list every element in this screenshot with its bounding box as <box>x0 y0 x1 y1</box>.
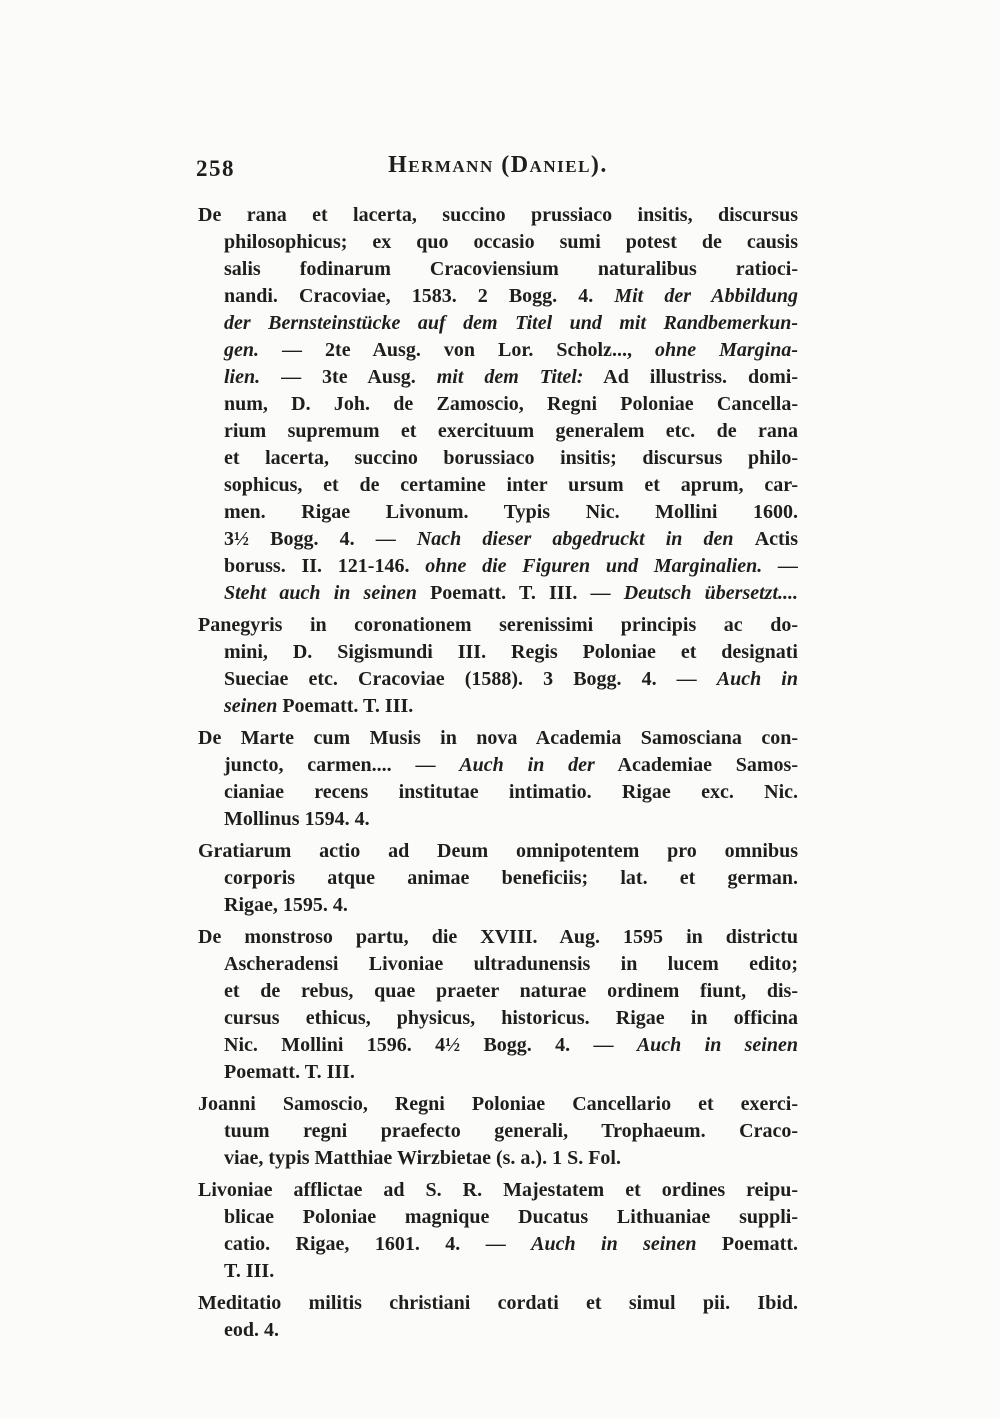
roman-text: Poematt. T. III. <box>277 695 414 717</box>
roman-text: men. Rigae Livonum. Typis Nic. Mollini 1600. <box>224 501 798 523</box>
roman-text: cianiae recens institutae intimatio. Rigae exc. Nic. <box>224 781 798 803</box>
entry-line <box>198 806 798 833</box>
page-number: 258 <box>196 156 235 181</box>
roman-text: Livoniae afflictae ad S. R. Majestatem et ordines reipu- <box>198 1179 798 1201</box>
italic-annotation-text: ohne Margina- <box>654 339 798 361</box>
roman-text: Mollinus 1594. 4. <box>224 808 370 830</box>
roman-text: salis fodinarum Cracoviensium naturalibus ratioci- <box>224 258 798 280</box>
italic-annotation-text: ohne die Figuren und Marginalien. — <box>425 555 798 577</box>
bibliography-entry <box>198 838 798 919</box>
roman-text: Academiae Samos- <box>594 754 798 776</box>
italic-annotation-text: Auch in seinen <box>636 1034 798 1056</box>
entry-line <box>198 337 798 364</box>
entry-line <box>198 1059 798 1086</box>
page-header <box>198 152 798 186</box>
entry-line <box>198 951 798 978</box>
entry-line <box>198 779 798 806</box>
roman-text: Gratiarum actio ad Deum omnipotentem pro omnibus <box>198 840 798 862</box>
italic-annotation-text: Steht auch in seinen <box>224 582 431 604</box>
entry-line <box>198 472 798 499</box>
bibliography-entry <box>198 202 798 607</box>
italic-annotation-text: Deutsch übersetzt.... <box>623 582 798 604</box>
roman-text: rium supremum et exercituum generalem etc. de rana <box>224 420 798 442</box>
roman-text: boruss. II. 121-146. <box>224 555 426 577</box>
entry-line <box>198 838 798 865</box>
italic-annotation-text: Auch in der <box>459 754 595 776</box>
entry-line <box>198 526 798 553</box>
entry-line <box>198 1177 798 1204</box>
roman-text: et de rebus, quae praeter naturae ordinem fiunt, dis- <box>224 980 798 1002</box>
roman-text: Panegyris in coronationem serenissimi principis ac do- <box>198 614 798 636</box>
roman-text: nandi. Cracoviae, 1583. 2 Bogg. 4. <box>224 285 615 307</box>
roman-text: juncto, carmen.... — <box>224 754 460 776</box>
bibliography-entry <box>198 1177 798 1285</box>
roman-text: — 2te Ausg. von Lor. Scholz..., <box>259 339 655 361</box>
italic-annotation-text: mit dem Titel: <box>436 366 584 388</box>
roman-text: Joanni Samoscio, Regni Poloniae Cancellario et exerci- <box>198 1093 798 1115</box>
entry-line <box>198 418 798 445</box>
italic-annotation-text: der Bernsteinstücke auf dem Titel und mit Randbemerkun- <box>224 312 798 334</box>
bibliography-entry <box>198 924 798 1086</box>
roman-text: Rigae, 1595. 4. <box>224 894 348 916</box>
roman-text: blicae Poloniae magnique Ducatus Lithuaniae suppli- <box>224 1206 798 1228</box>
roman-text: Poematt. <box>696 1233 798 1255</box>
entry-line <box>198 892 798 919</box>
roman-text: Actis <box>754 528 798 550</box>
roman-text: Ascheradensi Livoniae ultradunensis in lucem edito; <box>224 953 798 975</box>
entry-line <box>198 1231 798 1258</box>
entry-line <box>198 256 798 283</box>
roman-text: Nic. Mollini 1596. 4½ Bogg. 4. — <box>224 1034 637 1056</box>
italic-annotation-text: gen. <box>224 339 259 361</box>
italic-annotation-text: Nach dieser abgedruckt in den <box>416 528 755 550</box>
italic-annotation-text: seinen <box>224 695 278 717</box>
roman-text: — 3te Ausg. <box>260 366 437 388</box>
entry-line <box>198 1005 798 1032</box>
entry-line <box>198 924 798 951</box>
bibliography-entry <box>198 1091 798 1172</box>
entry-line <box>198 639 798 666</box>
roman-text: num, D. Joh. de Zamoscio, Regni Poloniae Cancella- <box>224 393 798 415</box>
roman-text: Ad illustriss. domi- <box>583 366 798 388</box>
roman-text: De monstroso partu, die XVIII. Aug. 1595 in districtu <box>198 926 798 948</box>
entry-line <box>198 283 798 310</box>
entry-line <box>198 1091 798 1118</box>
roman-text: eod. 4. <box>224 1319 279 1341</box>
entry-line <box>198 445 798 472</box>
entry-line <box>198 1317 798 1344</box>
roman-text: cursus ethicus, physicus, historicus. Rigae in officina <box>224 1007 798 1029</box>
entry-line <box>198 553 798 580</box>
entry-line <box>198 499 798 526</box>
entry-line <box>198 752 798 779</box>
entry-line <box>198 978 798 1005</box>
roman-text: corporis atque animae beneficiis; lat. et german. <box>224 867 798 889</box>
entry-line <box>198 1145 798 1172</box>
entry-line <box>198 865 798 892</box>
entry-line <box>198 612 798 639</box>
roman-text: Poematt. T. III. — <box>430 582 624 604</box>
entry-line <box>198 693 798 720</box>
italic-annotation-text: Auch in seinen <box>531 1233 697 1255</box>
entry-line <box>198 1290 798 1317</box>
roman-text: De rana et lacerta, succino prussiaco insitis, discursus <box>198 204 798 226</box>
bibliography-entry <box>198 1290 798 1344</box>
roman-text: sophicus, et de certamine inter ursum et aprum, car- <box>224 474 798 496</box>
entry-line <box>198 1258 798 1285</box>
entry-line <box>198 666 798 693</box>
roman-text: viae, typis Matthiae Wirzbietae (s. a.). 1 S. Fol. <box>224 1147 621 1169</box>
roman-text: mini, D. Sigismundi III. Regis Poloniae et designati <box>224 641 798 663</box>
italic-annotation-text: lien. <box>224 366 261 388</box>
entry-line <box>198 1032 798 1059</box>
roman-text: et lacerta, succino borussiaco insitis; discursus philo- <box>224 447 798 469</box>
entry-line <box>198 580 798 607</box>
entry-line <box>198 391 798 418</box>
roman-text: tuum regni praefecto generali, Trophaeum. Craco- <box>224 1120 798 1142</box>
entry-line <box>198 1204 798 1231</box>
bibliography-entry <box>198 725 798 833</box>
entry-line <box>198 202 798 229</box>
roman-text: Poematt. T. III. <box>224 1061 355 1083</box>
italic-annotation-text: Mit der Abbildung <box>614 285 798 307</box>
roman-text: De Marte cum Musis in nova Academia Samosciana con- <box>198 727 798 749</box>
roman-text: Sueciae etc. Cracoviae (1588). 3 Bogg. 4. — <box>224 668 717 690</box>
roman-text: 3½ Bogg. 4. — <box>224 528 417 550</box>
bibliography-entry <box>198 612 798 720</box>
roman-text: T. III. <box>224 1260 275 1282</box>
roman-text: catio. Rigae, 1601. 4. — <box>224 1233 532 1255</box>
running-header: Hermann (Daniel). <box>388 152 608 178</box>
roman-text: Meditatio militis christiani cordati et simul pii. Ibid. <box>198 1292 798 1314</box>
bibliography <box>198 202 798 1349</box>
italic-annotation-text: Auch in <box>716 668 798 690</box>
entry-line <box>198 364 798 391</box>
entry-line <box>198 725 798 752</box>
entry-line <box>198 310 798 337</box>
entry-line <box>198 229 798 256</box>
roman-text: philosophicus; ex quo occasio sumi potest de causis <box>224 231 798 253</box>
entry-line <box>198 1118 798 1145</box>
